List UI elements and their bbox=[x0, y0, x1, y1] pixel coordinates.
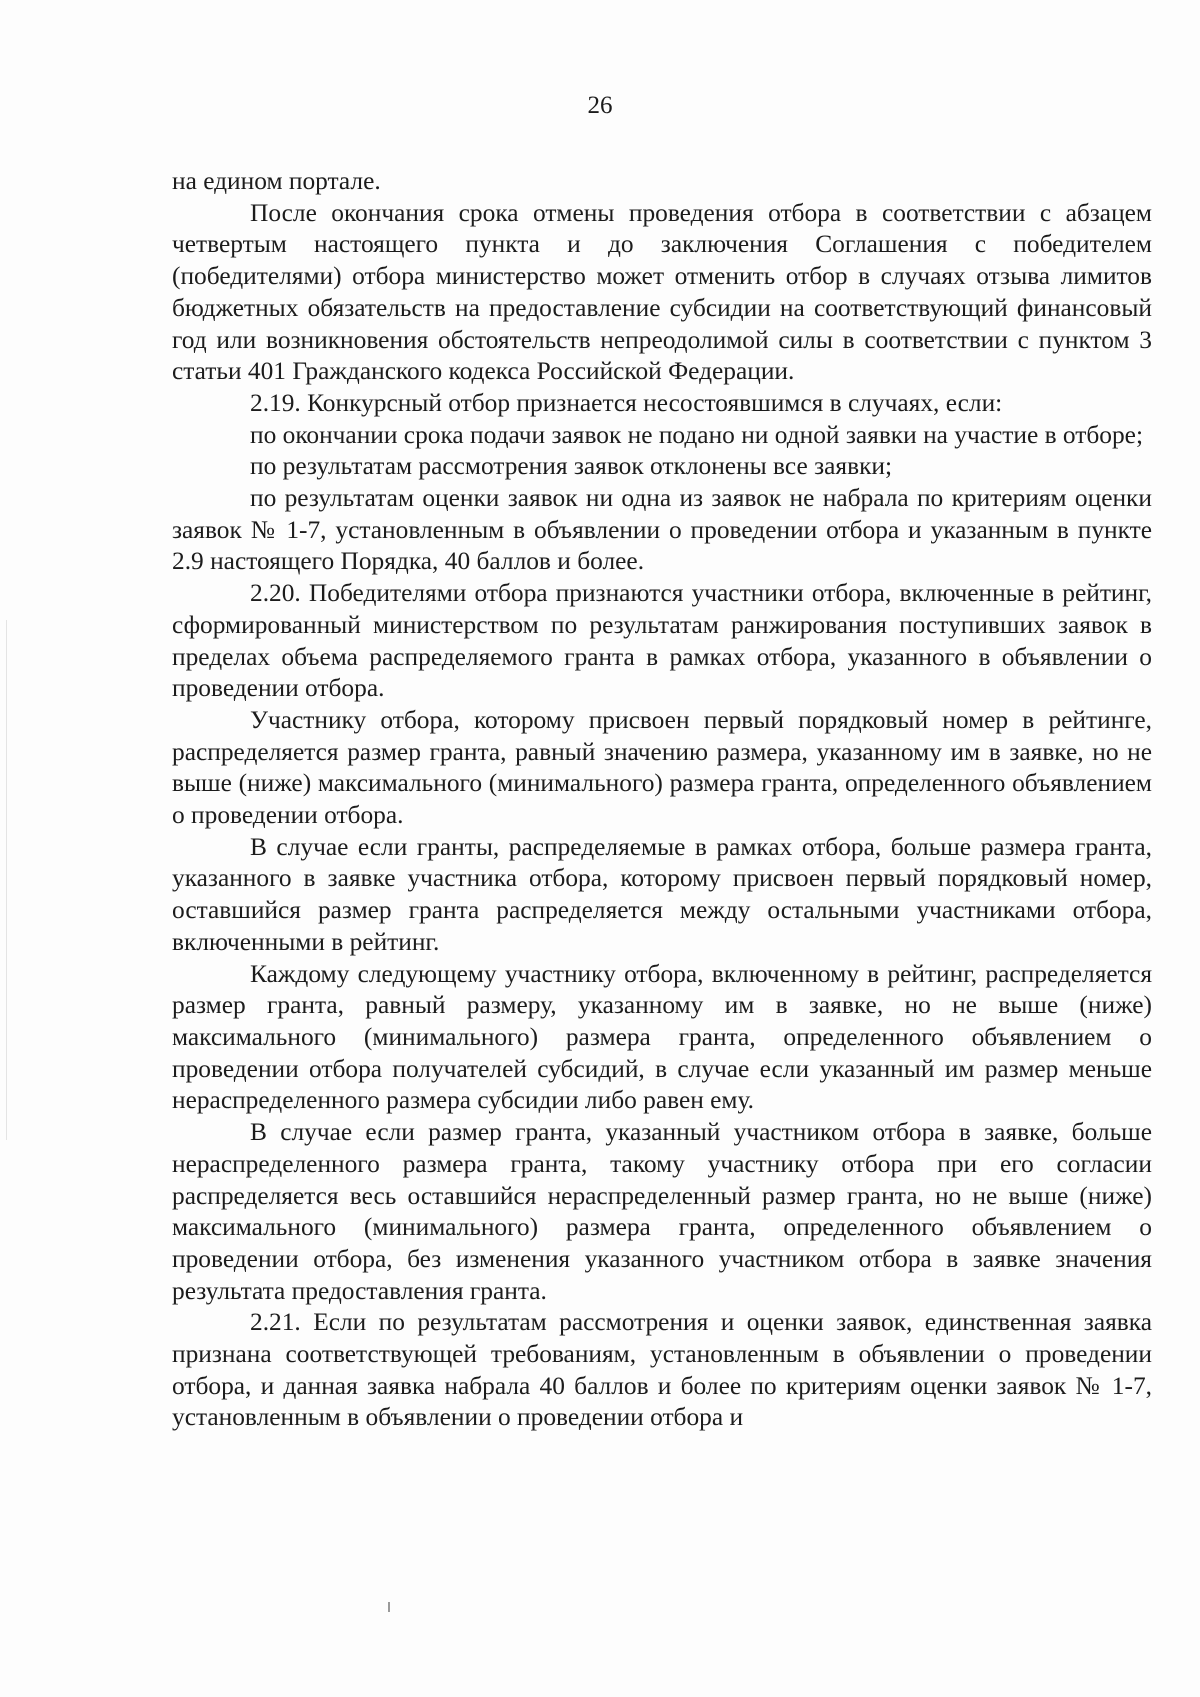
paragraph-case-no-applications: по окончании срока подачи заявок не подано ни одной заявки на участие в отборе; bbox=[250, 420, 1144, 449]
paragraph-2-20: 2.20. Победителями отбора признаются участники отбора, включенные в рейтинг, сформированный министерством по результатам ранжирования поступивших заявок в пределах объема распределяемого гранта в рамках отбора, указанного в объявлении о проведении отбора. bbox=[172, 579, 1152, 703]
paragraph-case-low-score: по результатам оценки заявок ни одна из заявок не набрала по критериям оценки заявок № 1-7, установленным в объявлении о проведении отбора и указанным в пункте 2.9 настоящего Порядка, 40 баллов и более. bbox=[172, 484, 1152, 576]
paragraph-cancellation: После окончания срока отмены проведения отбора в соответствии с абзацем четвертым настоящего пункта и до заключения Соглашения с победителем (победителями) отбора министерство может отменить отбор в случаях отзыва лимитов бюджетных обязательств на предоставление субсидии на соответствующий финансовый год или возникновения обстоятельств непреодолимой силы в соответствии с пунктом 3 статьи 401 Гражданского кодекса Российской Федерации. bbox=[172, 198, 1152, 386]
paragraph-continuation: на едином портале. bbox=[172, 167, 381, 195]
document-body bbox=[172, 166, 1152, 1434]
paragraph-first-participant: Участнику отбора, которому присвоен первый порядковый номер в рейтинге, распределяется размер гранта, равный значению размера, указанному им в заявке, но не выше (ниже) максимального (минимального) размера гранта, определенного объявлением о проведении отбора. bbox=[172, 705, 1152, 830]
scan-artifact-mark bbox=[388, 1602, 390, 1612]
paragraph-remaining-distribution: В случае если гранты, распределяемые в рамках отбора, больше размера гранта, указанного в заявке участника отбора, которому присвоен первый порядковый номер, оставшийся размер гранта распределяется между остальными участниками отбора, включенными в рейтинг. bbox=[172, 832, 1152, 956]
paragraph-larger-request: В случае если размер гранта, указанный участником отбора в заявке, больше нераспределенного размера гранта, такому участнику отбора при его согласии распределяется весь оставшийся нераспределенный размер гранта, но не выше (ниже) максимального (минимального) размера гранта, определенного объявлением о проведении отбора, без изменения указанного участником отбора в заявке значения результата предоставления гранта. bbox=[172, 1118, 1152, 1305]
paragraph-2-21: 2.21. Если по результатам рассмотрения и оценки заявок, единственная заявка признана соответствующей требованиям, установленным в объявлении о проведении отбора, и данная заявка набрала 40 баллов и более по критериям оценки заявок № 1-7, установленным в объявлении о проведении отбора и bbox=[172, 1308, 1152, 1432]
page-number: 26 bbox=[587, 92, 613, 119]
paragraph-next-participant: Каждому следующему участнику отбора, включенному в рейтинг, распределяется размер гранта, равный размеру, указанному им в заявке, но не выше (ниже) максимального (минимального) размера гранта, определенного объявлением о проведении отбора получателей субсидий, в случае если указанный им размер меньше нераспределенного размера субсидии либо равен ему. bbox=[172, 959, 1152, 1115]
paragraph-2-19: 2.19. Конкурсный отбор признается несостоявшимся в случаях, если: bbox=[250, 388, 1003, 417]
scan-edge-shadow bbox=[6, 620, 7, 1140]
paragraph-case-all-rejected: по результатам рассмотрения заявок отклонены все заявки; bbox=[250, 452, 893, 481]
